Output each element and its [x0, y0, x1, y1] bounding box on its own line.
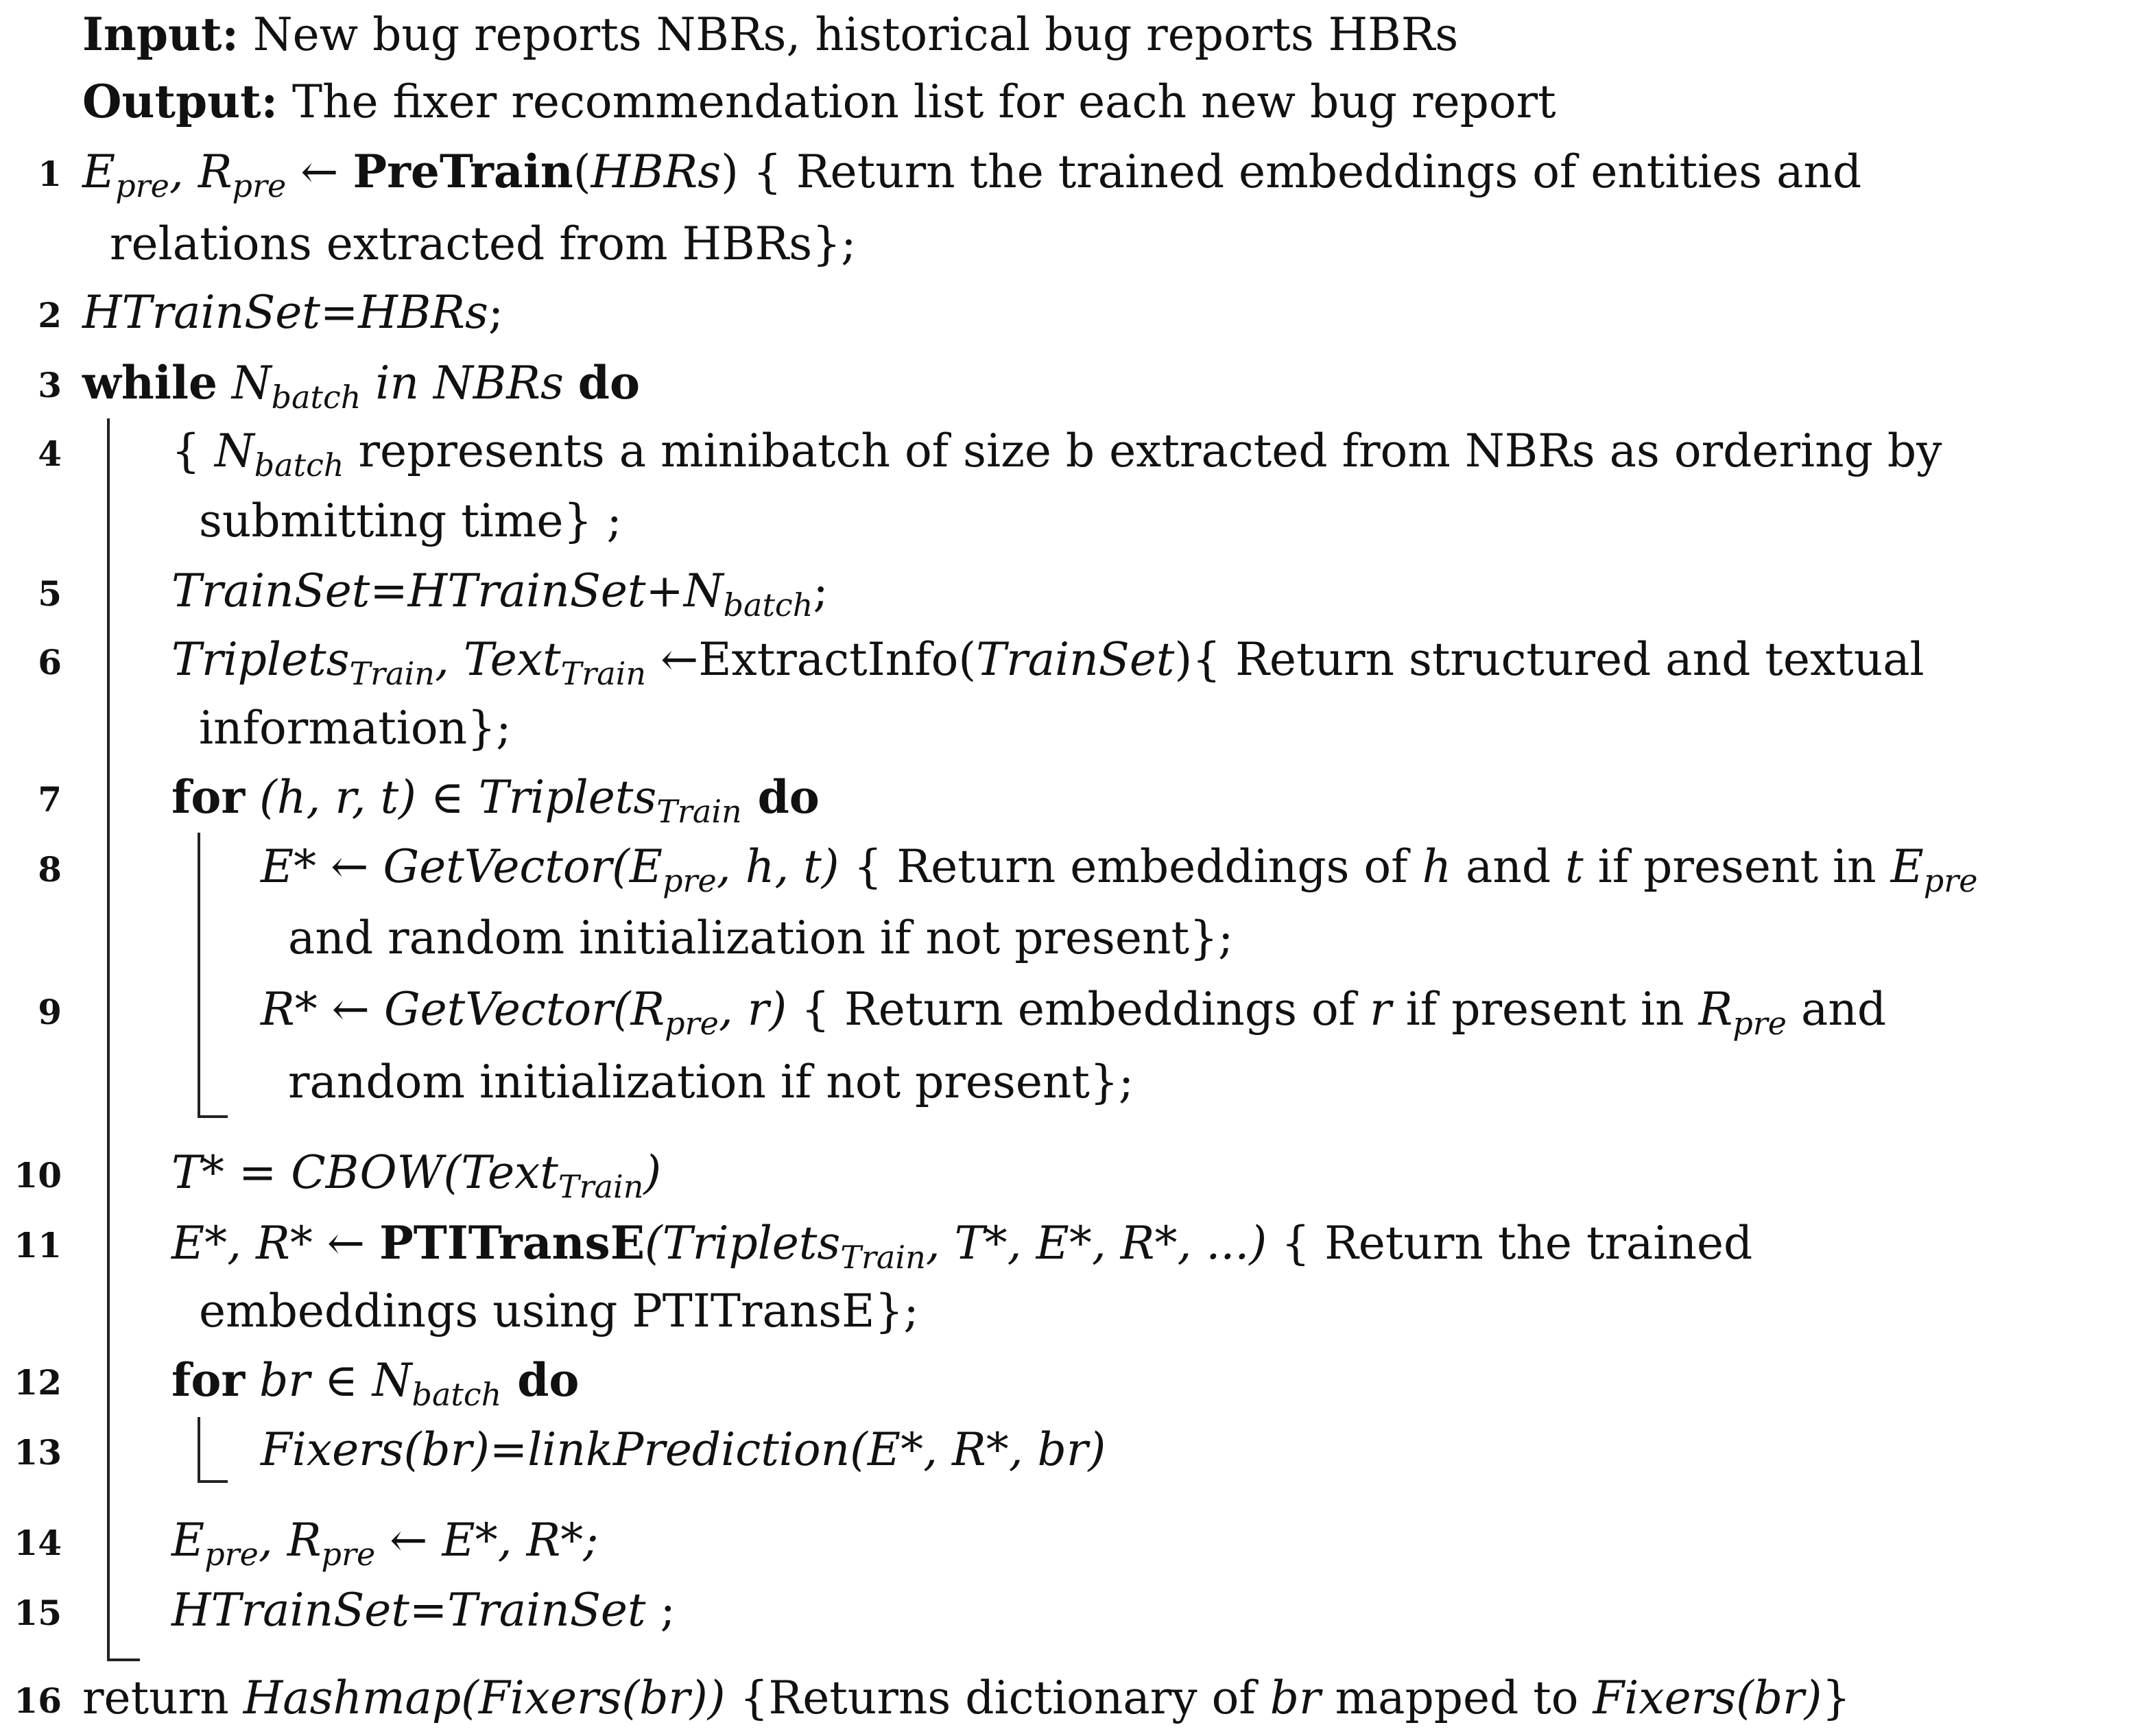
input-text: New bug reports NBRs, historical bug reports HBRs — [252, 8, 1459, 61]
line-number: 5 — [38, 573, 62, 614]
for-br-block-foot — [198, 1480, 228, 1483]
line-number: 9 — [38, 992, 62, 1032]
algo-line-1: $E_{pre}$, $R_{pre}$ ← PreTrain(HBRs) { Return the trained embeddings of entities and — [82, 145, 1862, 204]
algo-line-12: for br ∈ $N_{batch}$ do — [171, 1353, 580, 1413]
line-number: 16 — [14, 1680, 62, 1721]
for-br-block-bar — [198, 1417, 200, 1483]
output-line — [82, 74, 1556, 130]
for-block-bar — [198, 833, 200, 1118]
algo-line-7: for (h, r, t) ∈ Triplets$_{Train}$ do — [171, 770, 820, 830]
algo-line-15: HTrainSet=TrainSet ; — [171, 1584, 676, 1637]
algo-line-4: { $N_{batch}$ represents a minibatch of size b extracted from NBRs as ordering by — [171, 425, 1942, 484]
line-number: 13 — [14, 1432, 62, 1473]
input-label: Input: — [82, 8, 239, 61]
line-number: 14 — [14, 1523, 62, 1563]
while-block-bar — [107, 418, 110, 1661]
algo-line-3: while $N_{batch}$ in NBRs do — [82, 356, 640, 416]
input-line — [82, 7, 1458, 62]
algo-line-10: T* = CBOW(Text$_{Train}$) — [171, 1146, 662, 1205]
line-number: 4 — [38, 433, 62, 474]
algo-line-13: Fixers(br)=linkPrediction(E*, R*, br) — [261, 1423, 1106, 1476]
algo-line-5: $TrainSet=HTrainSet+N_{batch}$; — [171, 564, 829, 623]
line-number: 3 — [38, 365, 62, 405]
line-number: 1 — [38, 154, 62, 194]
algo-line-14: $E_{pre}$, $R_{pre}$ ← E*, R*; — [171, 1514, 599, 1573]
line-number: 6 — [38, 642, 62, 682]
algo-line-1-cont: relations extracted from HBRs}; — [110, 217, 857, 270]
algo-line-6: Triplets$_{Train}$, Text$_{Train}$ ←ExtractInfo(TrainSet){ Return structured and textual — [171, 633, 1925, 692]
line-number: 10 — [14, 1155, 62, 1196]
while-block-foot — [107, 1658, 140, 1661]
algo-line-9-cont: random initialization if not present}; — [288, 1056, 1134, 1108]
line-number: 7 — [38, 779, 62, 820]
algo-line-6-cont: information}; — [199, 702, 512, 754]
output-text: The fixer recommendation list for each new bug report — [291, 75, 1556, 128]
line-number: 8 — [38, 849, 62, 890]
line-number: 2 — [38, 295, 62, 335]
algo-line-16: return Hashmap(Fixers(br)) {Returns dictionary of br mapped to Fixers(br)} — [82, 1672, 1851, 1724]
line-number: 15 — [14, 1593, 62, 1633]
algo-line-11: E*, R* ← PTITransE(Triplets$_{Train}$, T*, E*, R*, ...) { Return the trained — [171, 1216, 1753, 1276]
algo-line-8: E* ← $GetVector(E_{pre}$, h, t) { Return embeddings of h and t if present in $E_{pre}$ — [261, 840, 1978, 899]
for-block-foot — [198, 1115, 228, 1118]
algo-line-9: R* ← $GetVector(R_{pre}$, r) { Return embeddings of r if present in $R_{pre}$ and — [261, 983, 1887, 1042]
algo-line-4-cont: submitting time} ; — [199, 495, 622, 547]
line-number: 12 — [14, 1362, 62, 1403]
algo-line-11-cont: embeddings using PTITransE}; — [199, 1285, 919, 1337]
output-label: Output: — [82, 75, 278, 128]
line-number: 11 — [14, 1225, 62, 1265]
algo-line-8-cont: and random initialization if not present}; — [288, 912, 1234, 964]
algo-line-2: HTrainSet=HBRs; — [82, 286, 504, 339]
